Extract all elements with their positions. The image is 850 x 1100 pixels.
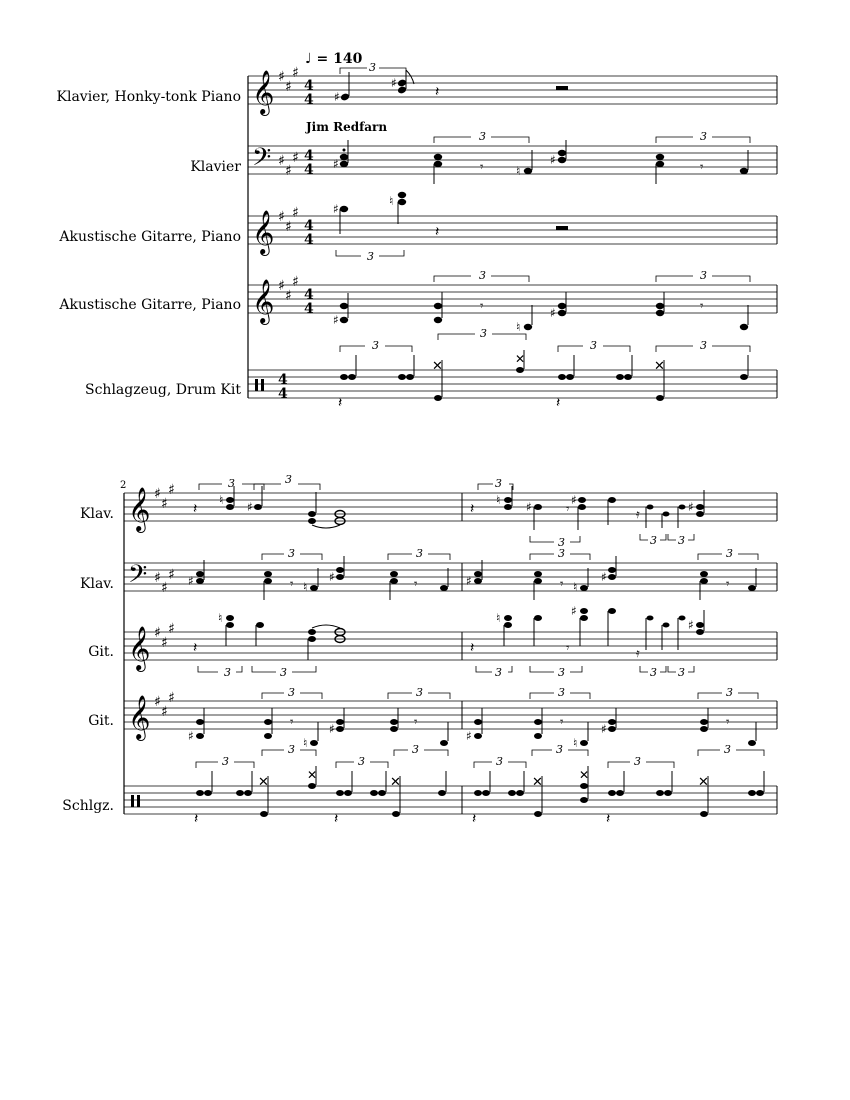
staff-3-measure-1-notes [333, 192, 568, 263]
staff-name-klav-1: Klav. [80, 506, 114, 522]
svg-text:♯: ♯ [466, 729, 472, 743]
svg-text:3: 3 [416, 547, 423, 560]
svg-text:3: 3 [479, 269, 486, 282]
treble-clef-icon: 𝄞 [128, 487, 151, 531]
svg-text:𝄽: 𝄽 [472, 811, 477, 827]
svg-text:♯: ♯ [688, 500, 694, 514]
svg-text:♯: ♯ [168, 567, 175, 583]
svg-text:𝄽: 𝄽 [435, 84, 440, 100]
svg-text:♯: ♯ [333, 313, 339, 327]
svg-text:♯: ♯ [154, 694, 161, 710]
staff-5-measures-2-3-notes [194, 743, 764, 827]
bass-clef-icon: 𝄢 [252, 143, 272, 178]
svg-text:3: 3 [558, 547, 565, 560]
staff-2-measure-1-notes [333, 130, 750, 184]
svg-text:♮: ♮ [219, 493, 224, 507]
svg-text:♯: ♯ [168, 690, 175, 706]
svg-text:𝄾: 𝄾 [414, 577, 418, 592]
svg-text:𝄽: 𝄽 [194, 811, 199, 827]
svg-text:♮: ♮ [303, 736, 308, 750]
svg-text:♯: ♯ [550, 306, 556, 320]
system-2-barlines [462, 493, 777, 814]
svg-text:♮: ♮ [389, 194, 394, 208]
svg-text:3: 3 [556, 743, 563, 756]
svg-text:3: 3 [288, 743, 295, 756]
treble-clef-icon: 𝄞 [128, 626, 151, 670]
svg-text:𝄾: 𝄾 [480, 160, 484, 175]
svg-text:♮: ♮ [573, 580, 578, 594]
svg-text:♮: ♮ [303, 580, 308, 594]
svg-text:♮: ♮ [516, 164, 521, 178]
svg-text:3: 3 [412, 743, 419, 756]
svg-text:3: 3 [228, 477, 235, 490]
svg-text:𝄽: 𝄽 [193, 640, 198, 656]
svg-text:𝄾: 𝄾 [700, 299, 704, 314]
staff-1-measure-1-notes [334, 61, 568, 104]
staff-name-git-1: Git. [88, 644, 114, 660]
svg-text:✕: ✕ [654, 359, 665, 374]
svg-text:3: 3 [724, 743, 731, 756]
svg-text:3: 3 [285, 473, 292, 486]
bass-clef-icon: 𝄢 [128, 560, 148, 595]
staff-3-measures-2-3-notes [193, 604, 704, 679]
staff-name-klavier: Klavier [190, 159, 241, 175]
svg-text:♯: ♯ [391, 76, 397, 90]
svg-text:𝄽: 𝄽 [556, 395, 561, 411]
svg-text:3: 3 [288, 686, 295, 699]
svg-text:♯: ♯ [278, 153, 285, 169]
svg-text:3: 3 [650, 534, 657, 547]
svg-text:♯: ♯ [161, 496, 168, 512]
svg-text:✕: ✕ [390, 775, 401, 790]
svg-text:𝄾: 𝄾 [290, 577, 294, 592]
svg-text:♯: ♯ [329, 570, 335, 584]
svg-text:♯: ♯ [688, 618, 694, 632]
tempo-mark: ♩ = 140 [305, 51, 363, 67]
svg-text:♯: ♯ [161, 704, 168, 720]
svg-text:3: 3 [700, 339, 707, 352]
svg-text:3: 3 [678, 666, 685, 679]
svg-text:✕: ✕ [515, 352, 526, 366]
svg-text:3: 3 [558, 686, 565, 699]
system-1 [57, 51, 777, 411]
svg-text:♯: ♯ [333, 157, 339, 171]
svg-text:♯: ♯ [188, 729, 194, 743]
svg-text:𝄾: 𝄾 [414, 715, 418, 730]
svg-text:♯: ♯ [154, 570, 161, 586]
svg-text:3: 3 [558, 666, 565, 679]
key-signature-sharps [154, 482, 175, 720]
svg-text:✕: ✕ [698, 775, 709, 790]
svg-text:𝄽: 𝄽 [470, 640, 475, 656]
svg-text:3: 3 [288, 547, 295, 560]
svg-text:3: 3 [590, 339, 597, 352]
svg-text:♯: ♯ [571, 604, 577, 618]
staff-4-measures-2-3-notes [188, 686, 758, 750]
svg-text:✕: ✕ [258, 775, 269, 790]
svg-text:♯: ♯ [278, 209, 285, 225]
svg-text:4: 4 [304, 301, 314, 317]
treble-clef-icon: 𝄞 [128, 695, 151, 739]
svg-text:♮: ♮ [516, 320, 521, 334]
svg-text:♮: ♮ [496, 493, 501, 507]
svg-text:𝄾: 𝄾 [480, 299, 484, 314]
svg-text:♯: ♯ [154, 625, 161, 641]
svg-text:3: 3 [726, 686, 733, 699]
svg-text:3: 3 [495, 477, 502, 490]
svg-text:♯: ♯ [526, 500, 532, 514]
percussion-clef-icon [255, 379, 264, 391]
svg-text:3: 3 [496, 755, 503, 768]
svg-text:3: 3 [495, 666, 502, 679]
svg-text:♯: ♯ [292, 150, 299, 166]
staff-name-klav-2: Klav. [80, 576, 114, 592]
percussion-clef-icon [131, 795, 140, 807]
svg-text:♮: ♮ [496, 611, 501, 625]
svg-text:3: 3 [558, 536, 565, 549]
staff-4-measure-1-notes [333, 269, 750, 334]
svg-text:✕: ✕ [307, 768, 318, 782]
svg-text:✕: ✕ [432, 359, 443, 374]
svg-text:𝄽: 𝄽 [193, 501, 198, 517]
svg-text:♯: ♯ [278, 278, 285, 294]
svg-text:3: 3 [700, 130, 707, 143]
svg-text:♯: ♯ [571, 493, 577, 507]
staff-name-guitar-1: Akustische Gitarre, Piano [59, 229, 241, 245]
svg-text:♯: ♯ [188, 574, 194, 588]
svg-text:♯: ♯ [168, 482, 175, 498]
svg-text:4: 4 [304, 287, 314, 303]
svg-text:♯: ♯ [161, 635, 168, 651]
staff-1-measures-2-3-notes [193, 473, 704, 549]
svg-text:♯: ♯ [334, 90, 340, 104]
svg-text:♯: ♯ [333, 202, 339, 216]
svg-text:4: 4 [304, 162, 314, 178]
svg-text:3: 3 [367, 250, 374, 263]
svg-text:𝄾: 𝄾 [560, 715, 564, 730]
svg-text:3: 3 [480, 327, 487, 340]
svg-text:♯: ♯ [278, 69, 285, 85]
svg-text:3: 3 [372, 339, 379, 352]
staff-name-schlgz: Schlgz. [62, 798, 114, 814]
treble-clef-icon: 𝄞 [252, 70, 275, 114]
staff-name-git-2: Git. [88, 713, 114, 729]
svg-text:3: 3 [479, 130, 486, 143]
svg-text:♮: ♮ [218, 611, 223, 625]
svg-text:♯: ♯ [154, 486, 161, 502]
svg-text:𝄾: 𝄾 [726, 715, 730, 730]
svg-text:♯: ♯ [247, 500, 253, 514]
svg-text:𝄾: 𝄾 [566, 641, 570, 656]
svg-text:♯: ♯ [466, 574, 472, 588]
svg-text:𝄽: 𝄽 [435, 224, 440, 240]
svg-text:𝄾: 𝄾 [560, 577, 564, 592]
svg-text:𝄿: 𝄿 [636, 646, 640, 660]
measure-number: 2 [120, 480, 127, 491]
treble-clef-icon: 𝄞 [252, 279, 275, 323]
svg-text:♮: ♮ [573, 736, 578, 750]
svg-text:♯: ♯ [285, 219, 292, 235]
svg-text:✕: ✕ [579, 768, 590, 782]
svg-text:♯: ♯ [329, 722, 335, 736]
svg-text:♯: ♯ [285, 163, 292, 179]
key-signature-sharps [278, 65, 299, 304]
svg-text:3: 3 [634, 755, 641, 768]
svg-text:♯: ♯ [285, 288, 292, 304]
staff-2-measures-2-3-notes [188, 547, 758, 600]
svg-text:3: 3 [416, 686, 423, 699]
svg-text:♯: ♯ [161, 580, 168, 596]
svg-text:♯: ♯ [292, 274, 299, 290]
svg-text:♯: ♯ [292, 65, 299, 81]
svg-text:𝄾: 𝄾 [290, 715, 294, 730]
svg-text:♯: ♯ [292, 205, 299, 221]
svg-text:4: 4 [278, 372, 288, 388]
svg-text:3: 3 [650, 666, 657, 679]
staff-name-drums: Schlagzeug, Drum Kit [85, 382, 241, 398]
svg-text:4: 4 [304, 148, 314, 164]
svg-text:3: 3 [726, 547, 733, 560]
svg-text:3: 3 [280, 666, 287, 679]
svg-text:♯: ♯ [168, 621, 175, 637]
system-2 [62, 473, 777, 827]
svg-text:3: 3 [224, 666, 231, 679]
svg-text:3: 3 [222, 755, 229, 768]
svg-text:✕: ✕ [532, 775, 543, 790]
staff-name-guitar-2: Akustische Gitarre, Piano [59, 297, 241, 313]
staff-name-honkytonk: Klavier, Honky-tonk Piano [56, 89, 241, 105]
svg-text:♯: ♯ [550, 153, 556, 167]
svg-text:3: 3 [700, 269, 707, 282]
svg-text:4: 4 [304, 232, 314, 248]
svg-text:𝄽: 𝄽 [334, 811, 339, 827]
svg-text:𝄽: 𝄽 [470, 501, 475, 517]
svg-text:♯: ♯ [601, 570, 607, 584]
svg-text:3: 3 [678, 534, 685, 547]
svg-text:♯: ♯ [285, 79, 292, 95]
svg-text:3: 3 [369, 61, 376, 74]
treble-clef-icon: 𝄞 [252, 210, 275, 254]
svg-text:𝄽: 𝄽 [338, 395, 343, 411]
svg-text:♯: ♯ [601, 722, 607, 736]
svg-text:𝄾: 𝄾 [726, 577, 730, 592]
svg-text:4: 4 [304, 218, 314, 234]
svg-text:𝄽: 𝄽 [606, 811, 611, 827]
svg-text:𝄾: 𝄾 [700, 160, 704, 175]
svg-text:3: 3 [358, 755, 365, 768]
svg-text:4: 4 [278, 386, 288, 402]
svg-text:𝄾: 𝄾 [566, 502, 570, 517]
svg-text:4: 4 [304, 92, 314, 108]
svg-text:𝄿: 𝄿 [636, 507, 640, 521]
composer-name: Jim Redfarn [306, 120, 388, 134]
svg-text:4: 4 [304, 78, 314, 94]
